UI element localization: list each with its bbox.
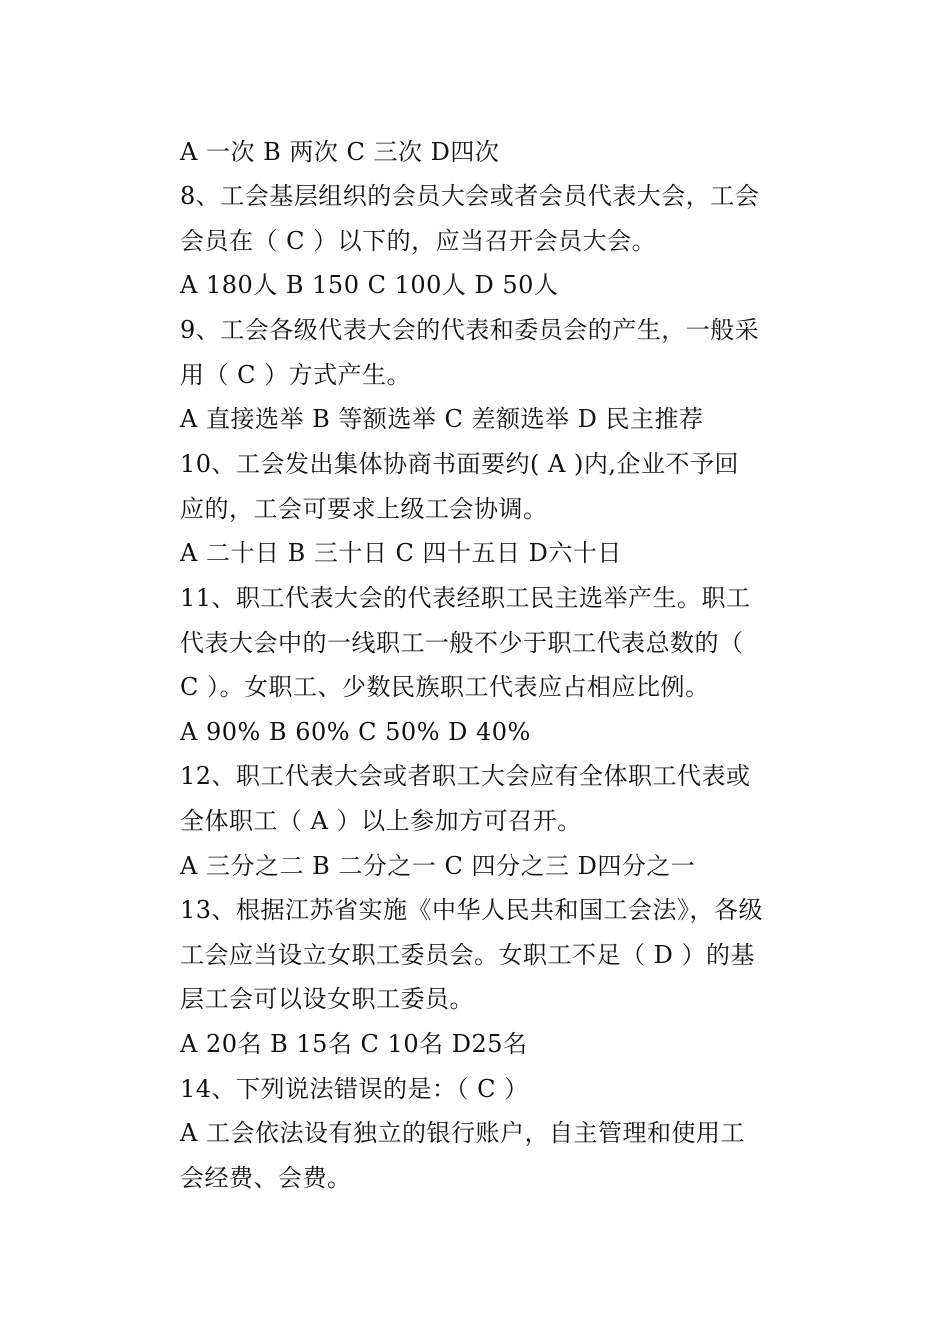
question-13-line-2: 工会应当设立女职工委员会。女职工不足（ D ）的基: [180, 941, 755, 969]
answer-options-q11: A 90% B 60% C 50% D 40%: [180, 718, 531, 746]
question-9-line-1: 9、工会各级代表大会的代表和委员会的产生，一般采: [180, 316, 760, 344]
question-10-line-2: 应的，工会可要求上级工会协调。: [180, 495, 548, 523]
question-11-line-2: 代表大会中的一线职工一般不少于职工代表总数的（: [180, 629, 744, 657]
question-10-line-1: 10、工会发出集体协商书面要约( A )内,企业不予回: [180, 450, 739, 478]
answer-options-q7: A 一次 B 两次 C 三次 D四次: [180, 138, 500, 166]
question-14-option-a-line-1: A 工会依法设有独立的银行账户，自主管理和使用工: [180, 1119, 745, 1147]
question-13-line-3: 层工会可以设女职工委员。: [180, 985, 474, 1013]
question-12-line-1: 12、职工代表大会或者职工大会应有全体职工代表或: [180, 762, 751, 790]
question-11-line-1: 11、职工代表大会的代表经职工民主选举产生。职工: [180, 584, 751, 612]
question-14-option-a-line-2: 会经费、会费。: [180, 1164, 352, 1192]
question-9-line-2: 用（ C ）方式产生。: [180, 361, 412, 389]
question-8-line-2: 会员在（ C ）以下的，应当召开会员大会。: [180, 227, 657, 255]
question-14-line-1: 14、下列说法错误的是：（ C ）: [180, 1075, 529, 1103]
answer-options-q9: A 直接选举 B 等额选举 C 差额选举 D 民主推荐: [180, 405, 704, 433]
answer-options-q12: A 三分之二 B 二分之一 C 四分之三 D四分之一: [180, 852, 696, 880]
answer-options-q13: A 20名 B 15名 C 10名 D25名: [180, 1030, 528, 1058]
question-12-line-2: 全体职工（ A ）以上参加方可召开。: [180, 807, 582, 835]
answer-options-q10: A 二十日 B 三十日 C 四十五日 D六十日: [180, 539, 622, 567]
question-8-line-1: 8、工会基层组织的会员大会或者会员代表大会，工会: [180, 182, 760, 210]
answer-options-q8: A 180人 B 150 C 100人 D 50人: [180, 271, 559, 299]
question-11-line-3: C ）。女职工、少数民族职工代表应占相应比例。: [180, 673, 710, 701]
question-13-line-1: 13、根据江苏省实施《中华人民共和国工会法》，各级: [180, 896, 764, 924]
